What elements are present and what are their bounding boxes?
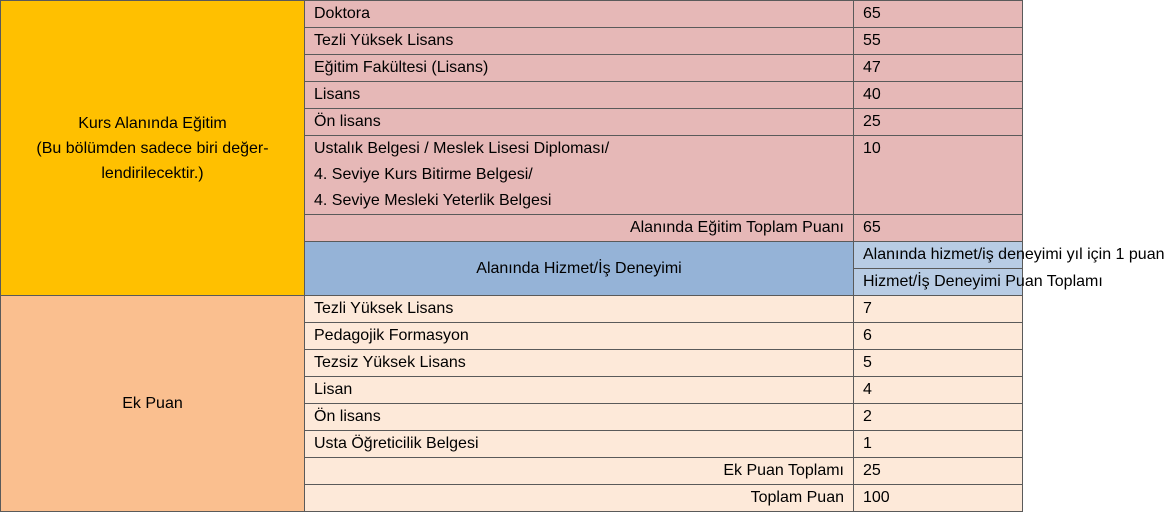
category-note: lendirilecektir.) <box>101 164 204 182</box>
grand-total-label: Toplam Puan <box>305 485 854 512</box>
criteria-line: 4. Seviye Mesleki Yeterlik Belgesi <box>314 192 552 209</box>
criteria-label: Pedagojik Formasyon <box>305 323 854 350</box>
table-row <box>1 1 1023 28</box>
criteria-label: Lisan <box>305 377 854 404</box>
points-value: 5 <box>854 350 1023 377</box>
points-value: 6 <box>854 323 1023 350</box>
category-title: Kurs Alanında Eğitim <box>78 114 227 132</box>
points-value: 2 <box>854 404 1023 431</box>
table-row <box>1 296 1023 323</box>
points-value: 47 <box>854 55 1023 82</box>
criteria-label: Tezli Yüksek Lisans <box>305 28 854 55</box>
total-label: Ek Puan Toplamı <box>305 458 854 485</box>
criteria-line: Ustalık Belgesi / Meslek Lisesi Diploması/ <box>314 140 610 157</box>
category-kurs-alaninda-egitim <box>1 1 305 296</box>
total-value: 25 <box>854 458 1023 485</box>
points-value: 40 <box>854 82 1023 109</box>
total-value: 65 <box>854 215 1023 242</box>
criteria-label: Alanında hizmet/iş deneyimi yıl için 1 puan <box>854 242 1023 269</box>
criteria-label: Ön lisans <box>305 404 854 431</box>
points-value: 4 <box>854 377 1023 404</box>
grand-total-value: 100 <box>854 485 1023 512</box>
category-hizmet-is-deneyimi <box>305 242 854 296</box>
criteria-label: Eğitim Fakültesi (Lisans) <box>305 55 854 82</box>
total-label: Hizmet/İş Deneyimi Puan Toplamı <box>854 269 1023 296</box>
criteria-label: Ön lisans <box>305 109 854 136</box>
points-value: 65 <box>854 1 1023 28</box>
points-value: 25 <box>854 109 1023 136</box>
category-ek-puan <box>1 296 305 512</box>
points-value: 10 <box>854 136 1023 215</box>
category-title: Alanında Hizmet/İş Deneyimi <box>476 260 682 277</box>
points-value: 7 <box>854 296 1023 323</box>
category-note: (Bu bölümden sadece biri değer- <box>36 139 269 157</box>
criteria-label-multiline <box>305 136 854 215</box>
criteria-label: Tezli Yüksek Lisans <box>305 296 854 323</box>
points-value: 1 <box>854 431 1023 458</box>
criteria-label: Lisans <box>305 82 854 109</box>
total-label: Alanında Eğitim Toplam Puanı <box>305 215 854 242</box>
criteria-line: 4. Seviye Kurs Bitirme Belgesi/ <box>314 166 533 183</box>
criteria-label: Usta Öğreticilik Belgesi <box>305 431 854 458</box>
points-value: 55 <box>854 28 1023 55</box>
criteria-label: Tezsiz Yüksek Lisans <box>305 350 854 377</box>
category-title: Ek Puan <box>122 395 183 412</box>
criteria-label: Doktora <box>305 1 854 28</box>
